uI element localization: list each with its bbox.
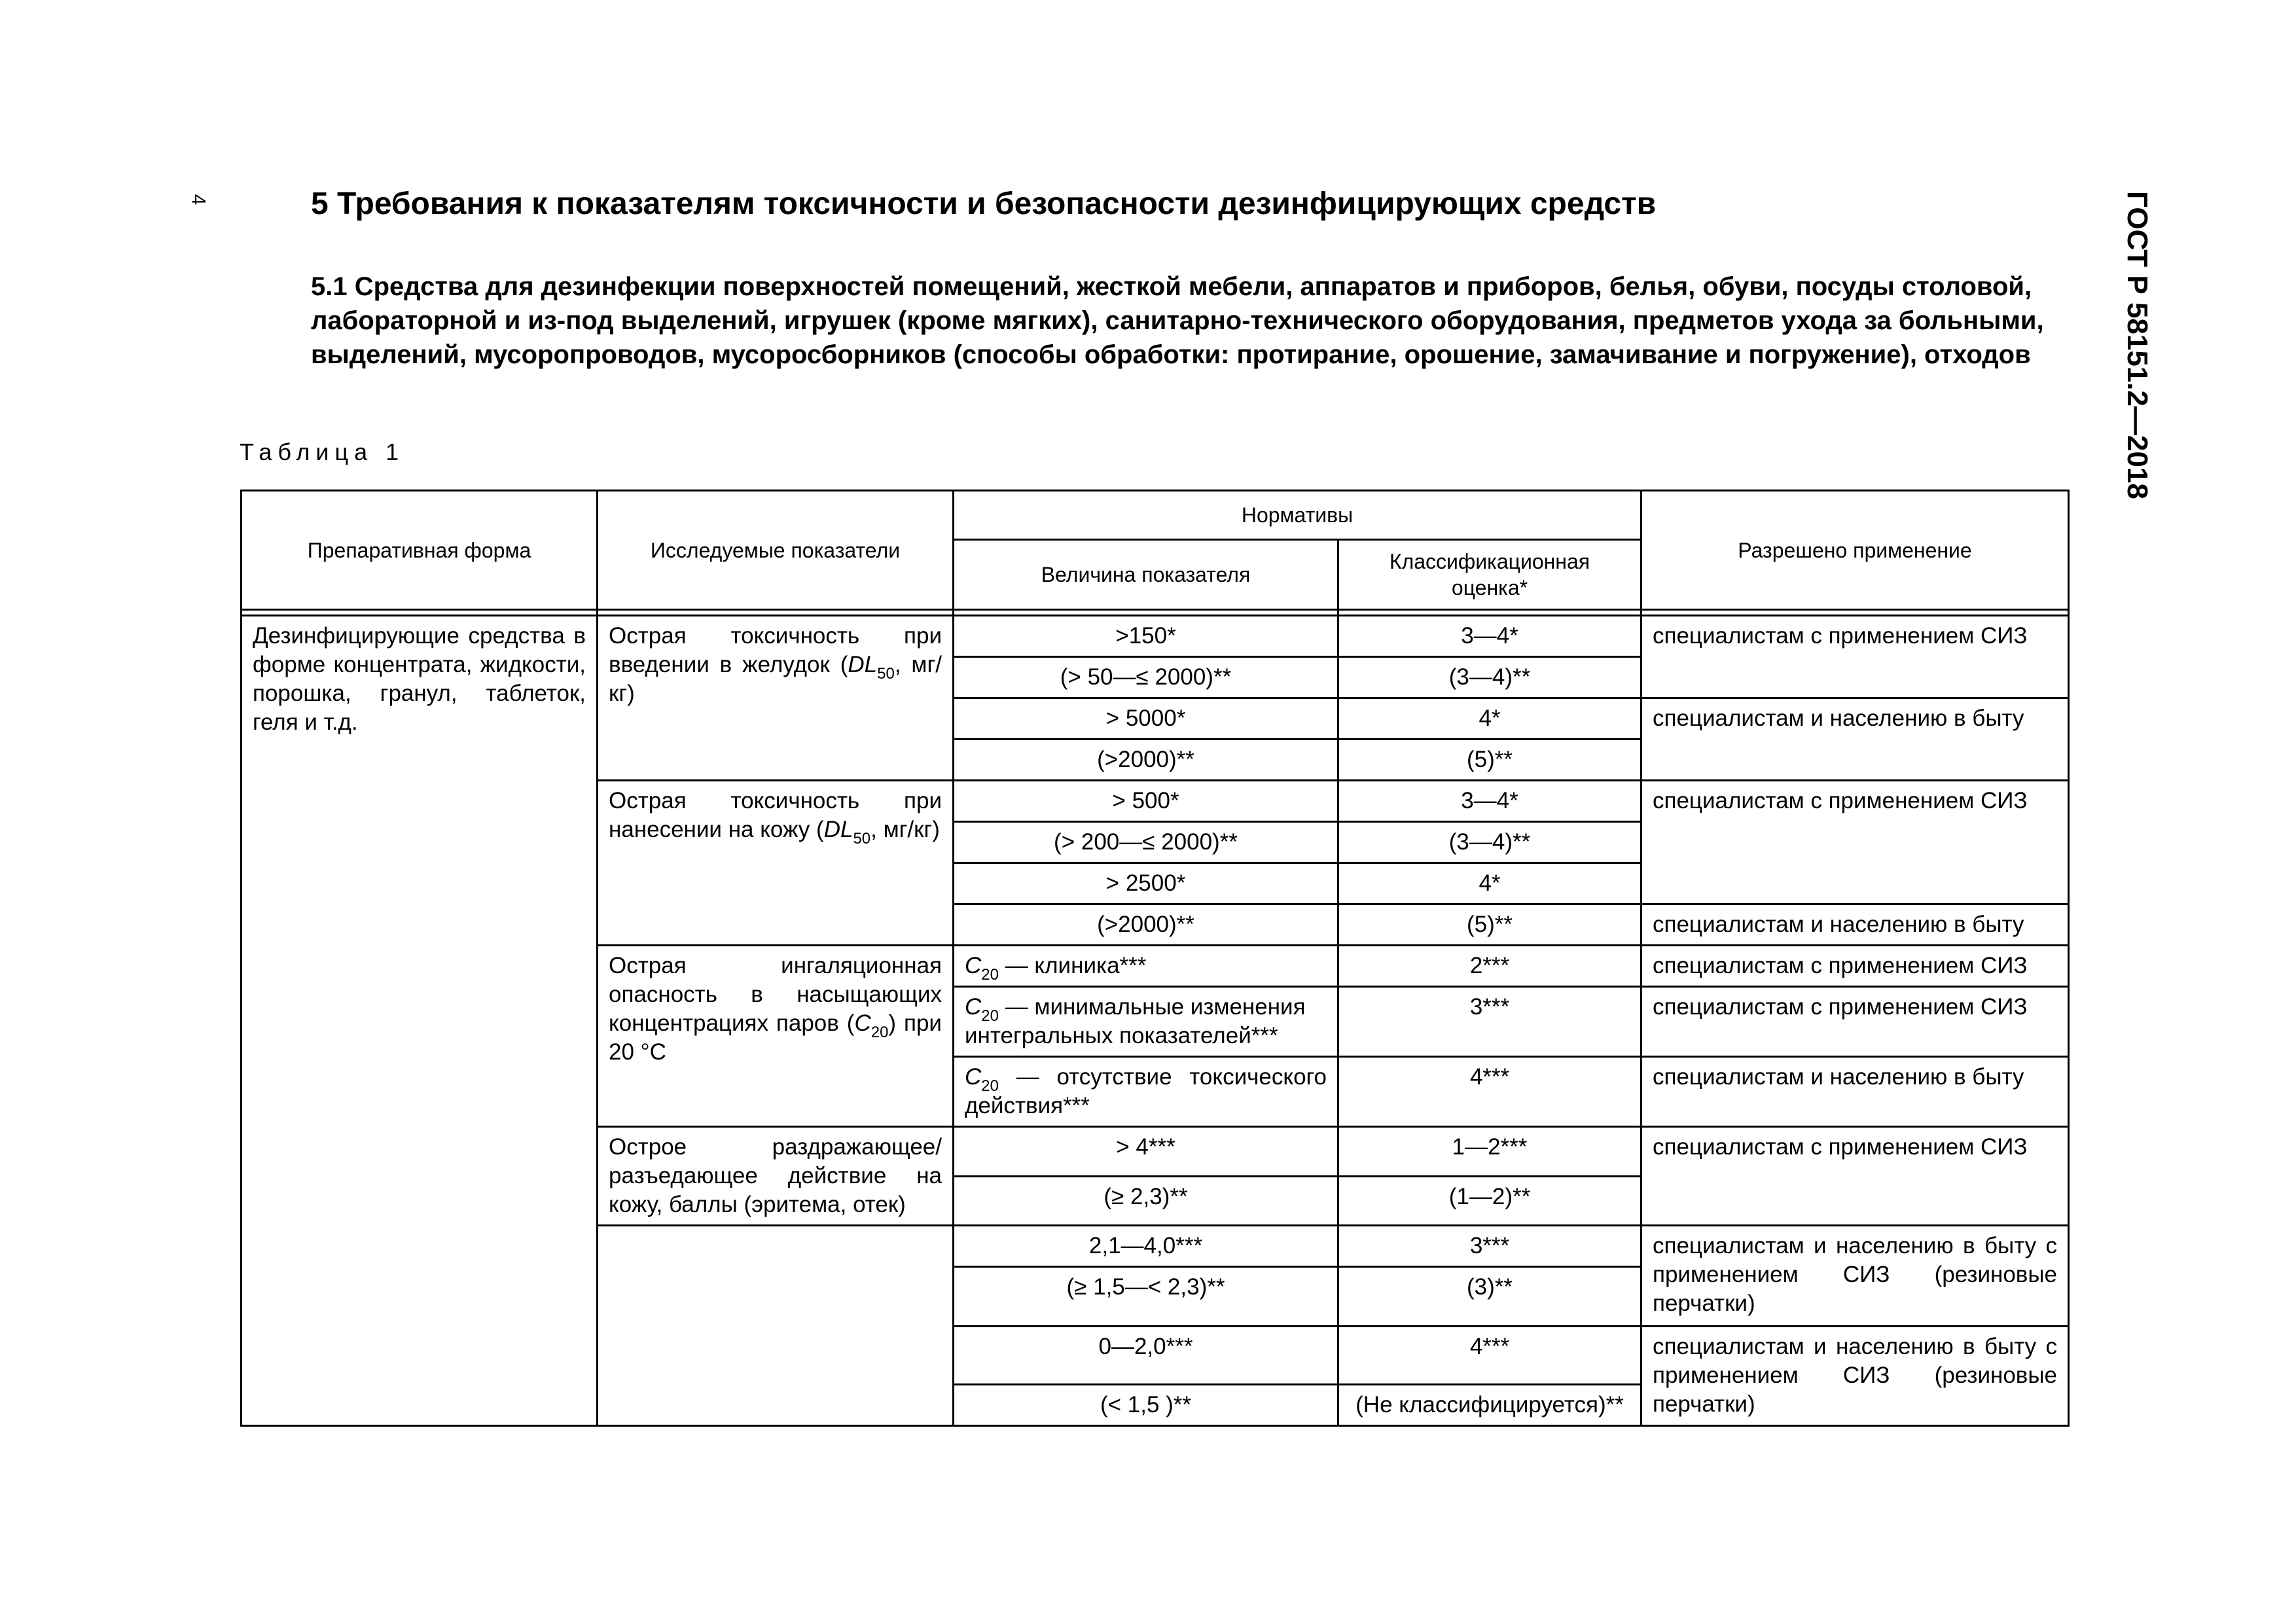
value-cell: (≥ 2,3)** — [954, 1176, 1338, 1226]
class-cell: 3*** — [1338, 1226, 1641, 1267]
allowed-cell: специалистам и населению в быту с применением СИЗ (резиновые перчатки) — [1641, 1226, 2069, 1327]
class-cell: (Не классифицируется)** — [1338, 1385, 1641, 1426]
allowed-cell: специалистам и населению в быту — [1641, 904, 2069, 946]
requirements-table — [240, 490, 2070, 1427]
value-cell: > 2500* — [954, 863, 1338, 904]
value-cell: $C_{20}$ — клиника*** — [954, 946, 1338, 987]
class-cell: (5)** — [1338, 740, 1641, 781]
value-cell: > 4*** — [954, 1127, 1338, 1177]
header-indicators: Исследуемые показатели — [598, 491, 954, 610]
value-cell: > 500* — [954, 781, 1338, 822]
class-cell: 4* — [1338, 863, 1641, 904]
value-cell: (< 1,5 )** — [954, 1385, 1338, 1426]
value-cell: (≥ 1,5—< 2,3)** — [954, 1267, 1338, 1327]
section-heading: 5 Требования к показателям токсичности и безопасности дезинфицирующих средств — [311, 187, 1657, 221]
class-cell: 4*** — [1338, 1057, 1641, 1127]
allowed-cell: специалистам и населению в быту — [1641, 1057, 2069, 1127]
value-cell: $C_{20}$ — минимальные изменения интегральных показателей*** — [954, 987, 1338, 1057]
header-value: Величина показателя — [954, 540, 1338, 610]
value-cell: $C_{20}$ — отсутствие токсического действия*** — [954, 1057, 1338, 1127]
subsection-heading: 5.1 Средства для дезинфекции поверхностей помещений, жесткой мебели, аппаратов и приборов, белья, обуви, посуды столовой, лабораторной и из-под выделений, игрушек (кроме мягких), санитарно-технического оборудования, предметов ухода за больными, выделений, мусоропроводов, мусоросборников (способы обработки: протирание, орошение, замачивание и погружение), отходов — [311, 272, 2044, 369]
class-cell: 3*** — [1338, 987, 1641, 1057]
class-cell: (1—2)** — [1338, 1176, 1641, 1226]
class-cell: 2*** — [1338, 946, 1641, 987]
value-cell: >150* — [954, 616, 1338, 657]
class-cell: 1—2*** — [1338, 1127, 1641, 1177]
value-cell: 0—2,0*** — [954, 1327, 1338, 1385]
value-cell: (>2000)** — [954, 740, 1338, 781]
value-cell: > 5000* — [954, 698, 1338, 740]
page-number: 4 — [187, 194, 209, 205]
indicator-cell: Острая ингаляционная опасность в насыщающих концентрациях паров $(C_{20})$ при 20 °С — [598, 946, 954, 1127]
header-classification: Классификационная оценка* — [1338, 540, 1641, 610]
class-cell: (3—4)** — [1338, 657, 1641, 698]
class-cell: 4* — [1338, 698, 1641, 740]
class-cell: 4*** — [1338, 1327, 1641, 1385]
indicator-cell: Острое раздражающее/ разъедающее действие на кожу, баллы (эритема, отек) — [598, 1127, 954, 1226]
standard-code: ГОСТ Р 58151.2—2018 — [2121, 191, 2153, 499]
value-cell: (> 200—≤ 2000)** — [954, 822, 1338, 863]
class-cell: 3—4* — [1338, 616, 1641, 657]
table-caption: Таблица 1 — [240, 438, 405, 465]
allowed-cell: специалистам с применением СИЗ — [1641, 616, 2069, 698]
allowed-cell: специалистам с применением СИЗ — [1641, 1127, 2069, 1226]
indicator-cell: Острая токсичность при нанесении на кожу ($DL_{50}$, мг/кг) — [598, 781, 954, 946]
form-cell: Дезинфицирующие средства в форме концентрата, жидкости, порошка, гранул, таблеток, геля и т.д. — [242, 616, 598, 1426]
allowed-cell: специалистам с применением СИЗ — [1641, 781, 2069, 904]
allowed-cell: специалистам с применением СИЗ — [1641, 946, 2069, 987]
header-form: Препаративная форма — [242, 491, 598, 610]
allowed-cell: специалистам и населению в быту — [1641, 698, 2069, 781]
header-allowed: Разрешено применение — [1641, 491, 2069, 610]
value-cell: 2,1—4,0*** — [954, 1226, 1338, 1267]
value-cell: (>2000)** — [954, 904, 1338, 946]
indicator-cell-empty — [598, 1226, 954, 1426]
class-cell: (5)** — [1338, 904, 1641, 946]
table-row — [242, 616, 2069, 657]
value-cell: (> 50—≤ 2000)** — [954, 657, 1338, 698]
indicator-cell: Острая токсичность при введении в желудок ($DL_{50}$, мг/кг) — [598, 616, 954, 781]
class-cell: (3)** — [1338, 1267, 1641, 1327]
allowed-cell: специалистам с применением СИЗ — [1641, 987, 2069, 1057]
allowed-cell: специалистам и населению в быту с применением СИЗ (резиновые перчатки) — [1641, 1327, 2069, 1426]
class-cell: 3—4* — [1338, 781, 1641, 822]
class-cell: (3—4)** — [1338, 822, 1641, 863]
header-norms: Нормативы — [954, 491, 1641, 540]
